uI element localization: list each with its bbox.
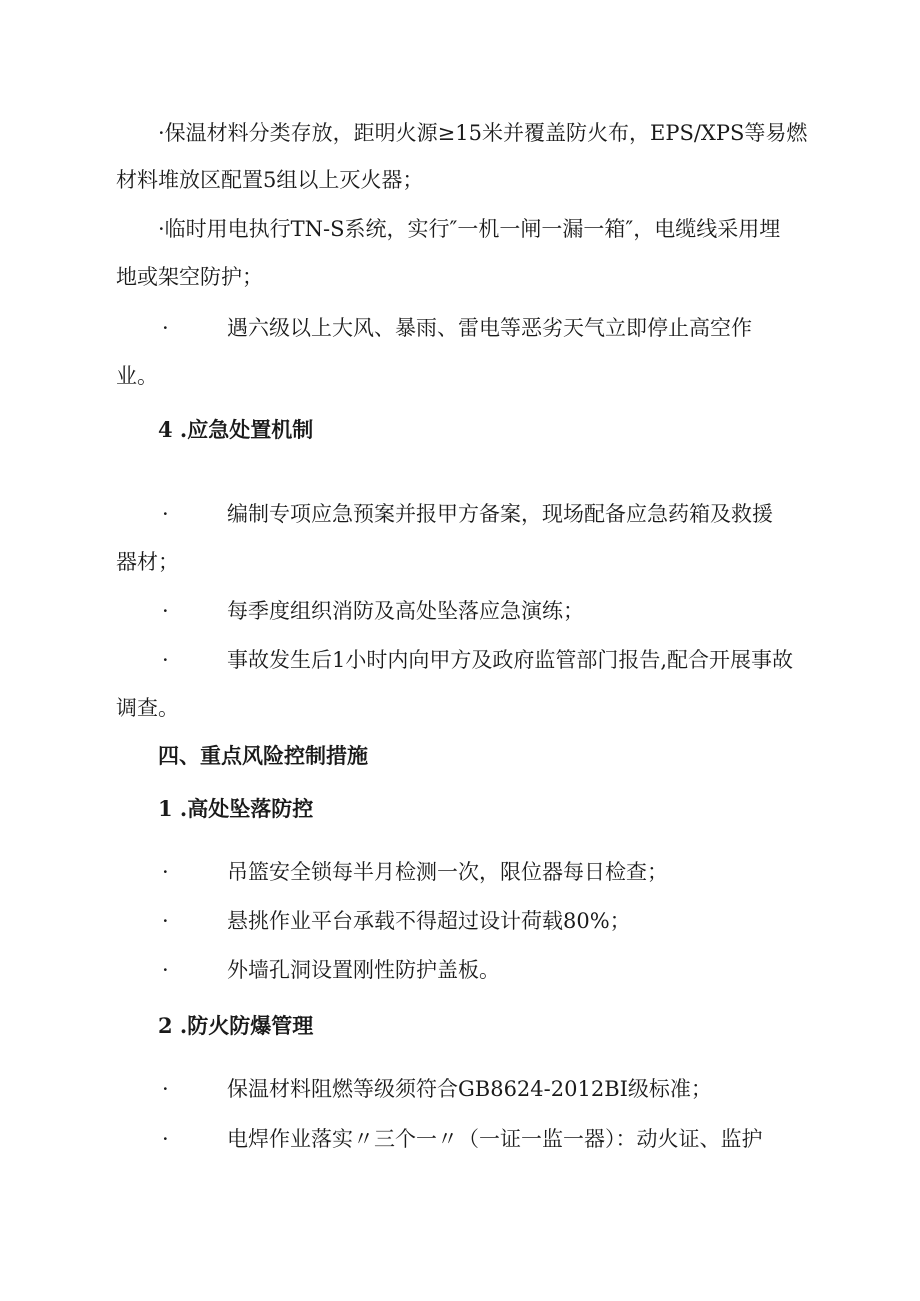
power-item-line2: 地或架空防护； [116, 265, 263, 289]
plan-item-line2: 器材； [116, 550, 179, 574]
fall-item-2: 悬挑作业平台承载不得超过设计荷载80%； [227, 909, 631, 933]
drill-item: 每季度组织消防及高处坠落应急演练； [227, 599, 584, 623]
report-item-line2: 调查。 [116, 696, 179, 720]
plan-item-line1: 编制专项应急预案并报甲方备案，现场配备应急药箱及救援 [227, 502, 773, 526]
heading-fire-prevention: 2 .防火防爆管理 [158, 1013, 314, 1038]
weather-item-line2: 业。 [116, 364, 158, 388]
bullet-fall-2: · [162, 909, 169, 933]
fire-item-2: 电焊作业落实〃三个一〃（一证一监一器）：动火证、监护 [227, 1127, 763, 1151]
bullet-plan: · [162, 502, 169, 526]
fall-item-3: 外墙孔洞设置刚性防护盖板。 [227, 958, 500, 982]
bullet-fire-1: · [162, 1077, 169, 1101]
heading-fall-prevention: 1 .高处坠落防控 [158, 796, 314, 821]
heading-section-4: 四、重点风险控制措施 [158, 743, 368, 768]
fire-item-1: 保温材料阻燃等级须符合GB8624-2012BI级标准； [227, 1077, 712, 1101]
heading-emergency: 4 .应急处置机制 [158, 417, 314, 442]
bullet-fall-1: · [162, 860, 169, 884]
bullet-weather: · [162, 316, 169, 340]
fall-item-1: 吊篮安全锁每半月检测一次，限位器每日检查； [227, 860, 668, 884]
bullet-fall-3: · [162, 958, 169, 982]
storage-item-line1: ·保温材料分类存放，距明火源≥15米并覆盖防火布，EPS/XPS等易燃 [158, 121, 808, 145]
report-item-line1: 事故发生后1小时内向甲方及政府监管部门报告,配合开展事故 [227, 648, 794, 672]
power-item-line1: ·临时用电执行TN-S系统，实行″一机一闸一漏一箱″，电缆线采用埋 [158, 217, 781, 241]
bullet-report: · [162, 648, 169, 672]
storage-item-line2: 材料堆放区配置5组以上灭火器； [116, 168, 424, 192]
weather-item-line1: 遇六级以上大风、暴雨、雷电等恶劣天气立即停止高空作 [227, 316, 752, 340]
bullet-drill: · [162, 599, 169, 623]
bullet-fire-2: · [162, 1127, 169, 1151]
